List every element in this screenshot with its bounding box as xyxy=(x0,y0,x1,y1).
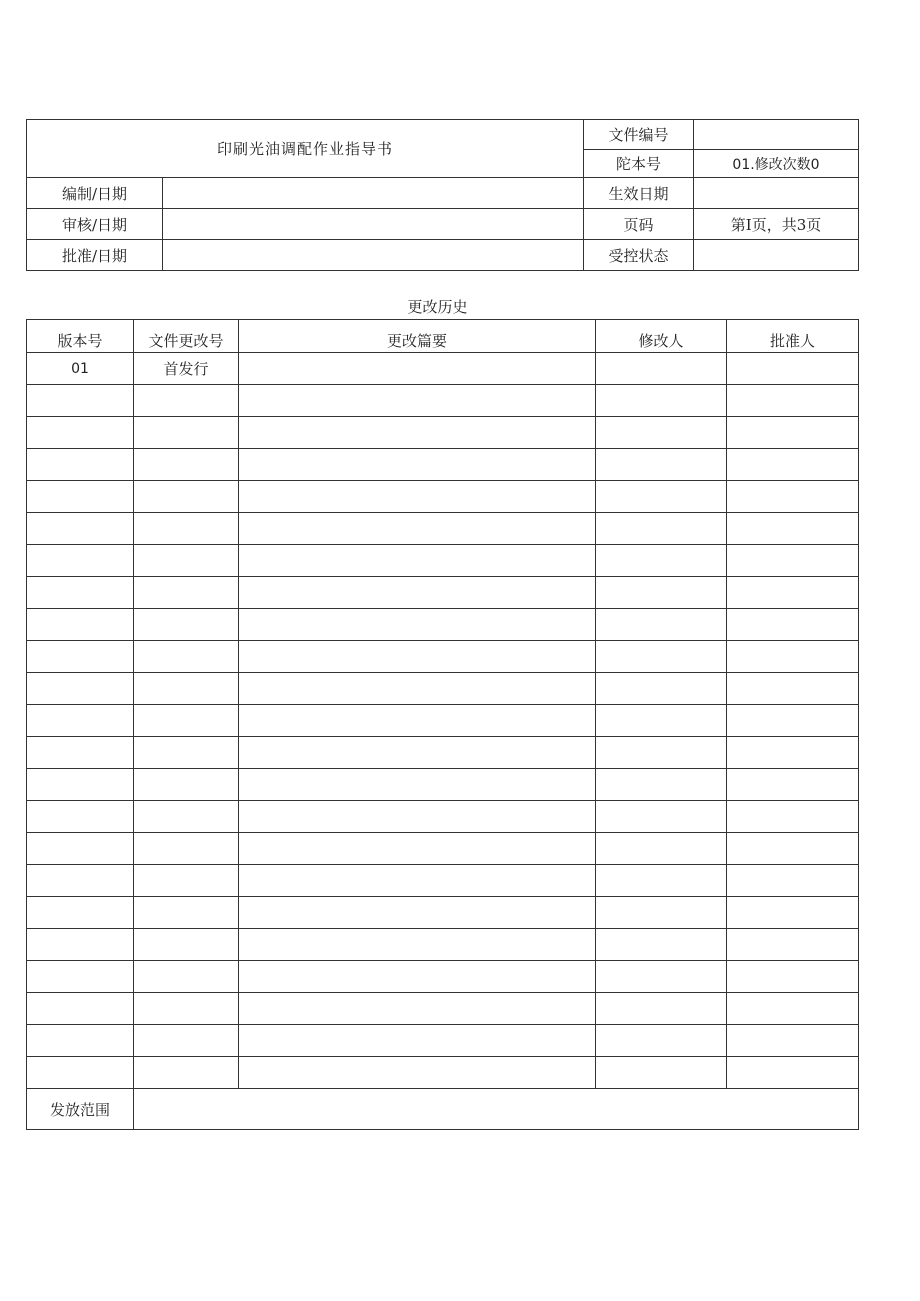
table-row xyxy=(27,449,859,481)
version-cell xyxy=(27,961,134,993)
table-row xyxy=(27,833,859,865)
column-header-modifier: 修改人 xyxy=(596,320,727,353)
approver-cell xyxy=(727,481,859,513)
version-cell xyxy=(27,577,134,609)
file-number-label: 文件编号 xyxy=(584,120,694,150)
distribution-scope-label: 发放范围 xyxy=(27,1089,134,1130)
summary-cell xyxy=(239,833,596,865)
change-number-cell xyxy=(134,641,239,673)
change-number-cell xyxy=(134,1057,239,1089)
approver-cell xyxy=(727,961,859,993)
change-number-cell xyxy=(134,577,239,609)
summary-cell xyxy=(239,1057,596,1089)
modifier-cell xyxy=(596,417,727,449)
approver-cell xyxy=(727,353,859,385)
page-label: 页码 xyxy=(584,209,694,240)
modifier-cell xyxy=(596,993,727,1025)
modifier-cell xyxy=(596,673,727,705)
version-cell xyxy=(27,417,134,449)
approve-label: 批准/日期 xyxy=(27,240,163,271)
table-row xyxy=(27,1057,859,1089)
file-number-value xyxy=(694,120,859,150)
version-label: 陀本号 xyxy=(584,150,694,178)
table-row xyxy=(27,993,859,1025)
change-number-cell: 首发行 xyxy=(134,353,239,385)
summary-cell xyxy=(239,897,596,929)
change-number-cell xyxy=(134,513,239,545)
version-cell xyxy=(27,1025,134,1057)
summary-cell xyxy=(239,449,596,481)
table-row xyxy=(27,769,859,801)
summary-cell xyxy=(239,961,596,993)
table-row xyxy=(27,609,859,641)
table-row xyxy=(27,577,859,609)
summary-cell xyxy=(239,641,596,673)
summary-cell xyxy=(239,673,596,705)
modifier-cell xyxy=(596,801,727,833)
version-cell xyxy=(27,897,134,929)
modifier-cell xyxy=(596,545,727,577)
change-number-cell xyxy=(134,705,239,737)
summary-cell xyxy=(239,769,596,801)
version-cell xyxy=(27,545,134,577)
change-number-cell xyxy=(134,673,239,705)
approver-cell xyxy=(727,513,859,545)
approver-cell xyxy=(727,385,859,417)
approver-cell xyxy=(727,993,859,1025)
change-number-cell xyxy=(134,993,239,1025)
version-cell xyxy=(27,737,134,769)
approver-cell xyxy=(727,545,859,577)
approver-cell xyxy=(727,929,859,961)
approver-cell xyxy=(727,705,859,737)
modifier-cell xyxy=(596,513,727,545)
summary-cell xyxy=(239,609,596,641)
prepared-value xyxy=(163,178,584,209)
summary-cell xyxy=(239,929,596,961)
table-row xyxy=(27,353,859,385)
approver-cell xyxy=(727,1057,859,1089)
column-header-approver: 批准人 xyxy=(727,320,859,353)
modifier-cell xyxy=(596,481,727,513)
review-value xyxy=(163,209,584,240)
approver-cell xyxy=(727,897,859,929)
table-row xyxy=(27,417,859,449)
summary-cell xyxy=(239,417,596,449)
table-row xyxy=(27,897,859,929)
change-number-cell xyxy=(134,897,239,929)
change-number-cell xyxy=(134,833,239,865)
version-cell xyxy=(27,865,134,897)
summary-cell xyxy=(239,705,596,737)
approver-cell xyxy=(727,769,859,801)
approve-value xyxy=(163,240,584,271)
table-row xyxy=(27,385,859,417)
modifier-cell xyxy=(596,1057,727,1089)
effective-date-label: 生效日期 xyxy=(584,178,694,209)
approver-cell xyxy=(727,449,859,481)
change-number-cell xyxy=(134,449,239,481)
column-header-change-number: 文件更改号 xyxy=(134,320,239,353)
table-row xyxy=(27,673,859,705)
modifier-cell xyxy=(596,865,727,897)
table-row xyxy=(27,801,859,833)
version-cell xyxy=(27,833,134,865)
approver-cell xyxy=(727,737,859,769)
modifier-cell xyxy=(596,385,727,417)
summary-cell xyxy=(239,353,596,385)
version-cell xyxy=(27,993,134,1025)
table-row xyxy=(27,545,859,577)
change-number-cell xyxy=(134,801,239,833)
summary-cell xyxy=(239,545,596,577)
approver-cell xyxy=(727,417,859,449)
page-value: 第I页，共3页 xyxy=(694,209,859,240)
document-title: 印刷光油调配作业指导书 xyxy=(27,120,584,178)
change-number-cell xyxy=(134,385,239,417)
summary-cell xyxy=(239,513,596,545)
version-value: 01.修改次数0 xyxy=(694,150,859,178)
summary-cell xyxy=(239,1025,596,1057)
change-number-cell xyxy=(134,929,239,961)
table-row xyxy=(27,513,859,545)
control-status-value xyxy=(694,240,859,271)
modifier-cell xyxy=(596,929,727,961)
version-cell xyxy=(27,641,134,673)
modifier-cell xyxy=(596,353,727,385)
version-cell xyxy=(27,513,134,545)
effective-date-value xyxy=(694,178,859,209)
change-number-cell xyxy=(134,481,239,513)
modifier-cell xyxy=(596,1025,727,1057)
summary-cell xyxy=(239,993,596,1025)
table-row xyxy=(27,705,859,737)
version-cell xyxy=(27,673,134,705)
approver-cell xyxy=(727,609,859,641)
table-row xyxy=(27,481,859,513)
prepared-label: 编制/日期 xyxy=(27,178,163,209)
version-cell xyxy=(27,1057,134,1089)
change-number-cell xyxy=(134,609,239,641)
modifier-cell xyxy=(596,833,727,865)
approver-cell xyxy=(727,833,859,865)
summary-cell xyxy=(239,865,596,897)
approver-cell xyxy=(727,577,859,609)
modifier-cell xyxy=(596,897,727,929)
modifier-cell xyxy=(596,577,727,609)
approver-cell xyxy=(727,673,859,705)
change-number-cell xyxy=(134,737,239,769)
modifier-cell xyxy=(596,705,727,737)
approver-cell xyxy=(727,865,859,897)
summary-cell xyxy=(239,481,596,513)
modifier-cell xyxy=(596,961,727,993)
version-cell xyxy=(27,385,134,417)
table-row xyxy=(27,865,859,897)
modifier-cell xyxy=(596,449,727,481)
version-cell xyxy=(27,801,134,833)
review-label: 审核/日期 xyxy=(27,209,163,240)
version-cell xyxy=(27,929,134,961)
table-row xyxy=(27,641,859,673)
document-header-table xyxy=(26,119,859,271)
change-number-cell xyxy=(134,865,239,897)
change-number-cell xyxy=(134,961,239,993)
approver-cell xyxy=(727,641,859,673)
control-status-label: 受控状态 xyxy=(584,240,694,271)
version-cell xyxy=(27,705,134,737)
modifier-cell xyxy=(596,737,727,769)
table-row xyxy=(27,961,859,993)
history-title: 更改历史 xyxy=(407,298,468,316)
column-header-summary: 更改篇要 xyxy=(239,320,596,353)
distribution-scope-value xyxy=(134,1089,859,1130)
summary-cell xyxy=(239,737,596,769)
approver-cell xyxy=(727,801,859,833)
modifier-cell xyxy=(596,641,727,673)
version-cell xyxy=(27,609,134,641)
summary-cell xyxy=(239,801,596,833)
version-cell xyxy=(27,769,134,801)
table-row xyxy=(27,929,859,961)
summary-cell xyxy=(239,385,596,417)
change-number-cell xyxy=(134,769,239,801)
version-cell: 01 xyxy=(27,353,134,385)
change-number-cell xyxy=(134,1025,239,1057)
change-history-table xyxy=(26,319,859,1130)
change-number-cell xyxy=(134,417,239,449)
approver-cell xyxy=(727,1025,859,1057)
table-row xyxy=(27,1025,859,1057)
summary-cell xyxy=(239,577,596,609)
version-cell xyxy=(27,449,134,481)
modifier-cell xyxy=(596,769,727,801)
version-cell xyxy=(27,481,134,513)
modifier-cell xyxy=(596,609,727,641)
change-number-cell xyxy=(134,545,239,577)
column-header-version: 版本号 xyxy=(27,320,134,353)
table-row xyxy=(27,737,859,769)
